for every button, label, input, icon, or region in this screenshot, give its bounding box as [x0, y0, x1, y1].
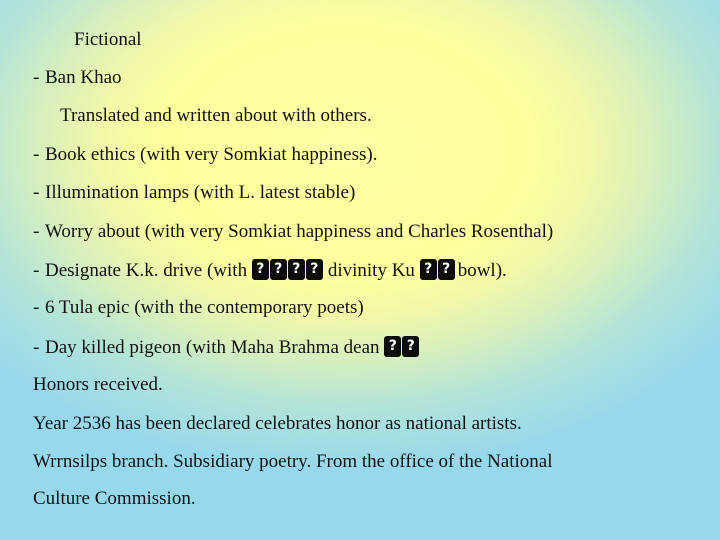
- paragraph-text: Culture Commission.: [33, 488, 196, 509]
- bullet-dash: -: [33, 337, 40, 358]
- paragraph-text: Wrrnsilps branch. Subsidiary poetry. From the office of the National: [33, 451, 553, 472]
- bullet-dash: -: [33, 221, 40, 242]
- bullet-dash: -: [33, 144, 40, 165]
- missing-glyph-icon: [438, 259, 455, 280]
- missing-glyph-icon: [288, 259, 305, 280]
- list-item-text: bowl).: [457, 260, 507, 281]
- paragraph: [33, 413, 522, 435]
- paragraph: [33, 488, 196, 510]
- list-item-text: Book ethics (with very Somkiat happiness).: [45, 144, 378, 165]
- bullet-dash: -: [33, 260, 40, 281]
- bullet-dash: -: [33, 67, 40, 88]
- bullet-dash: -: [33, 182, 40, 203]
- paragraph-text: Honors received.: [33, 374, 163, 395]
- missing-glyph-icon: [384, 336, 401, 357]
- list-item-text: Illumination lamps (with L. latest stable): [45, 182, 356, 203]
- missing-glyph-icon: [270, 259, 287, 280]
- missing-glyph-icon: [252, 259, 269, 280]
- missing-glyph-icon: [420, 259, 437, 280]
- paragraph-text: Translated and written about with others.: [60, 105, 372, 126]
- paragraph-text: Year 2536 has been declared celebrates honor as national artists.: [33, 413, 522, 434]
- list-item: [33, 297, 364, 319]
- list-item-text: Worry about (with very Somkiat happiness and Charles Rosenthal): [45, 221, 554, 242]
- list-item-text: Day killed pigeon (with Maha Brahma dean: [45, 337, 380, 358]
- paragraph: [33, 451, 553, 473]
- bullet-dash: -: [33, 297, 40, 318]
- heading: [74, 29, 142, 51]
- list-item-text: Designate K.k. drive (with: [45, 260, 248, 281]
- list-item: [33, 144, 377, 166]
- list-item: [33, 259, 507, 282]
- list-item-text: Ban Khao: [45, 67, 122, 88]
- paragraph: [33, 374, 163, 396]
- list-item-text: divinity Ku: [327, 260, 415, 281]
- heading-text: Fictional: [74, 29, 142, 50]
- list-item: [33, 336, 420, 359]
- list-item: [33, 67, 122, 89]
- list-item: [33, 221, 553, 243]
- paragraph: [60, 105, 372, 127]
- missing-glyph-icon: [306, 259, 323, 280]
- list-item: [33, 182, 355, 204]
- missing-glyph-icon: [402, 336, 419, 357]
- list-item-text: 6 Tula epic (with the contemporary poets): [45, 297, 364, 318]
